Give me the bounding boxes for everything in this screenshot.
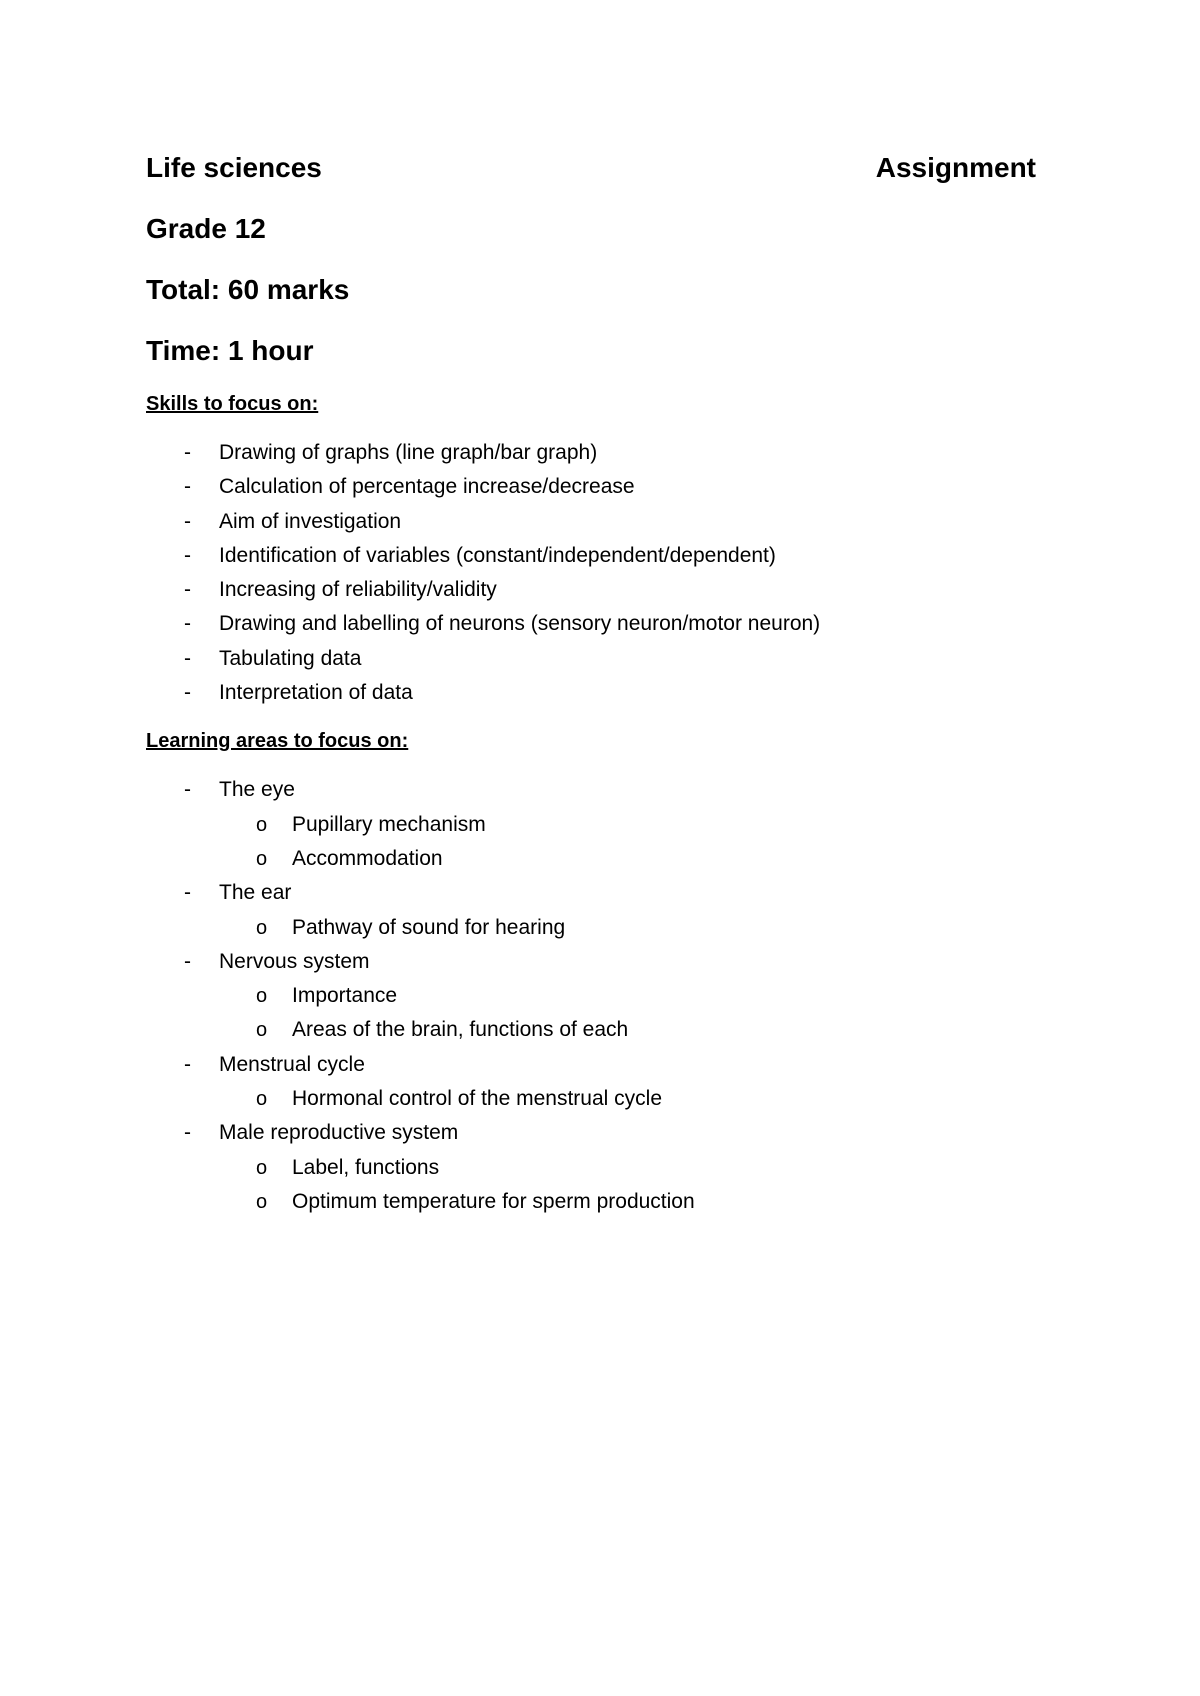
learning-areas-list: [146, 1048, 1036, 1082]
sub-text: Optimum temperature for sperm production: [292, 1189, 695, 1213]
sub-list: [219, 979, 1036, 1048]
dash-bullet: -: [184, 646, 191, 670]
learning-areas-list: [146, 945, 1036, 979]
sub-list: [219, 911, 1036, 945]
skill-text: Tabulating data: [219, 646, 362, 670]
circle-bullet: o: [256, 916, 268, 939]
sub-text: Pupillary mechanism: [292, 812, 486, 836]
dash-bullet: -: [184, 778, 191, 802]
dash-bullet: -: [184, 1052, 191, 1076]
list-item: [146, 505, 1036, 539]
list-item: [146, 676, 1036, 710]
skill-text: Drawing and labelling of neurons (sensory neuron/motor neuron): [219, 612, 821, 636]
list-item: [146, 539, 1036, 573]
dash-bullet: -: [184, 441, 191, 464]
sub-list-item: [219, 1151, 1036, 1185]
area-text: Male reproductive system: [219, 1121, 459, 1145]
skills-list: [146, 436, 1036, 710]
sub-text: Hormonal control of the menstrual cycle: [292, 1087, 662, 1111]
sub-list: [219, 808, 1036, 877]
skills-heading: Skills to focus on:: [146, 393, 319, 415]
list-item: [146, 1048, 1036, 1082]
skill-text: Drawing of graphs (line graph/bar graph): [219, 441, 598, 464]
dash-bullet: -: [184, 881, 191, 905]
list-item: [146, 945, 1036, 979]
dash-bullet: -: [184, 949, 191, 973]
sub-text: Importance: [292, 984, 398, 1008]
sub-text: Pathway of sound for hearing: [292, 915, 566, 939]
sub-text: Accommodation: [292, 846, 443, 870]
learning-areas-heading: Learning areas to focus on:: [146, 730, 409, 753]
dash-bullet: -: [184, 1121, 191, 1145]
dash-bullet: -: [184, 578, 191, 602]
sub-list: [219, 1082, 1036, 1116]
sub-list-item: [219, 808, 1036, 842]
dash-bullet: -: [184, 681, 191, 705]
document-page: [146, 148, 1036, 1219]
learning-areas-list: [146, 1116, 1036, 1150]
learning-areas-list: [146, 773, 1036, 807]
document-type: Assignment: [875, 152, 1036, 183]
list-item: [146, 573, 1036, 607]
sub-list: [219, 1151, 1036, 1220]
sub-list-item: [219, 1013, 1036, 1047]
time-line: Time: 1 hour: [146, 335, 314, 366]
dash-bullet: -: [184, 543, 191, 567]
sub-list-item: [219, 1082, 1036, 1116]
circle-bullet: o: [256, 847, 268, 870]
header-row: [146, 148, 1036, 188]
dash-bullet: -: [184, 612, 191, 636]
area-text: Menstrual cycle: [219, 1052, 365, 1076]
area-text: The eye: [219, 778, 295, 802]
list-item: [146, 607, 1036, 641]
list-item: [146, 1116, 1036, 1150]
circle-bullet: o: [256, 813, 268, 836]
skill-text: Increasing of reliability/validity: [219, 578, 497, 602]
circle-bullet: o: [256, 985, 268, 1008]
skill-text: Calculation of percentage increase/decrease: [219, 475, 635, 499]
subject-title: Life sciences: [146, 152, 322, 183]
sub-list-item: [219, 1185, 1036, 1219]
skill-text: Interpretation of data: [219, 681, 413, 705]
sub-text: Areas of the brain, functions of each: [292, 1018, 629, 1042]
sub-list-item: [219, 911, 1036, 945]
sub-list-item: [219, 842, 1036, 876]
circle-bullet: o: [256, 1088, 268, 1111]
list-item: [146, 436, 1036, 470]
circle-bullet: o: [256, 1156, 268, 1179]
dash-bullet: -: [184, 475, 191, 499]
skill-text: Aim of investigation: [219, 509, 402, 533]
area-text: Nervous system: [219, 949, 370, 973]
circle-bullet: o: [256, 1190, 268, 1213]
sub-list-item: [219, 979, 1036, 1013]
sub-text: Label, functions: [292, 1155, 440, 1179]
area-text: The ear: [219, 881, 292, 905]
list-item: [146, 642, 1036, 676]
circle-bullet: o: [256, 1019, 268, 1042]
list-item: [146, 773, 1036, 807]
dash-bullet: -: [184, 509, 191, 533]
grade-line: Grade 12: [146, 213, 266, 244]
learning-areas-list: [146, 876, 1036, 910]
list-item: [146, 876, 1036, 910]
skill-text: Identification of variables (constant/independent/dependent): [219, 543, 776, 567]
list-item: [146, 470, 1036, 504]
total-marks-line: Total: 60 marks: [146, 274, 350, 305]
